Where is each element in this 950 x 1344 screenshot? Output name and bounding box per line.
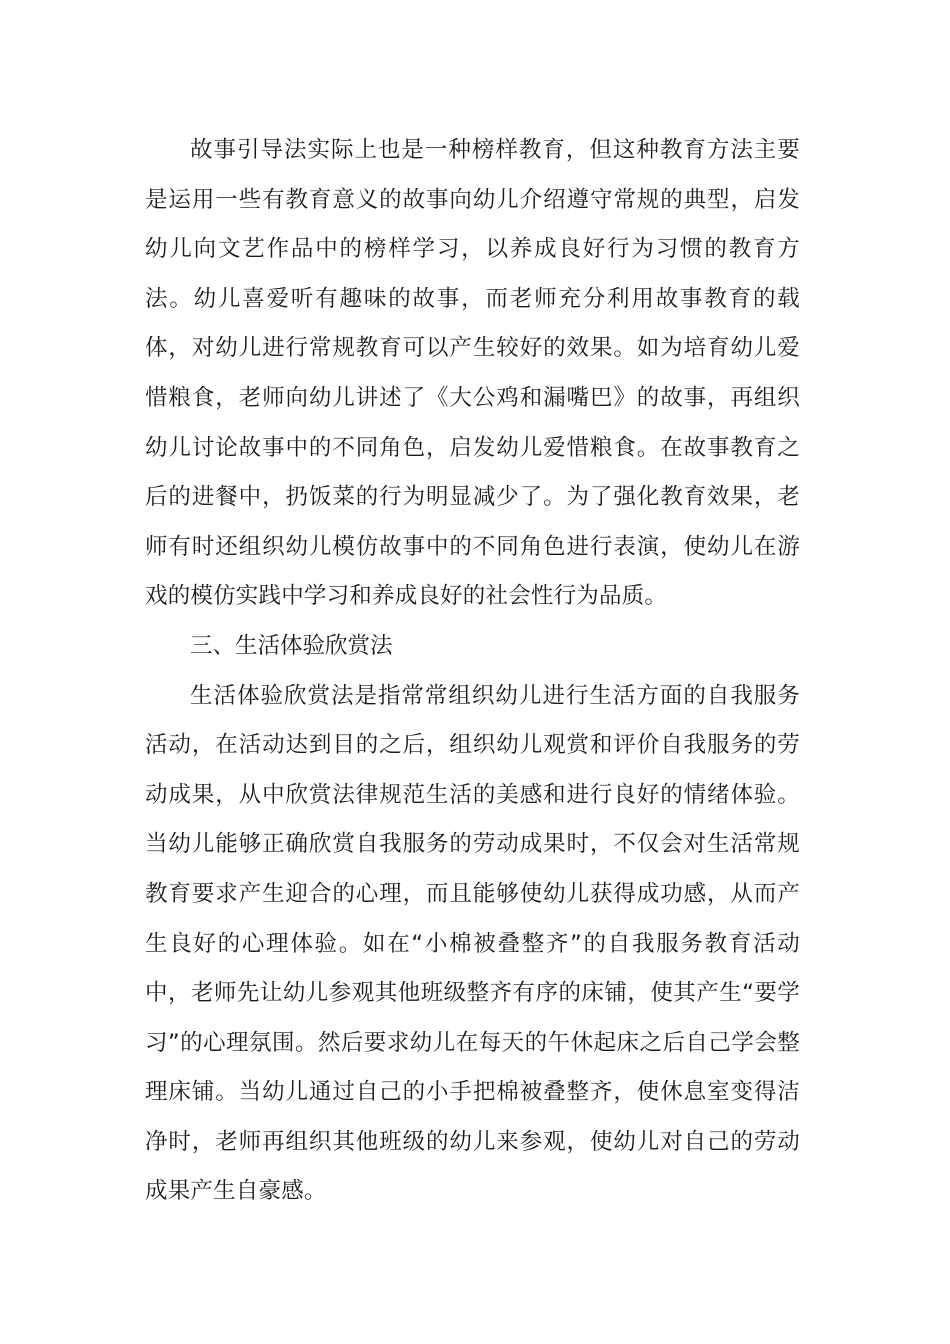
paragraph-story-guidance: 故事引导法实际上也是一种榜样教育，但这种教育方法主要是运用一些有教育意义的故事向幼儿介绍遵守常规的典型，启发幼儿向文艺作品中的榜样学习，以养成良好行为习惯的教育方法。幼儿喜爱听有趣味的故事，而老师充分利用故事教育的载体，对幼儿进行常规教育可以产生较好的效果。如为培育幼儿爱惜粮食，老师向幼儿讲述了《大公鸡和漏嘴巴》的故事，再组织幼儿讨论故事中的不同角色，启发幼儿爱惜粮食。在故事教育之后的进餐中，扔饭菜的行为明显减少了。为了强化教育效果，老师有时还组织幼儿模仿故事中的不同角色进行表演，使幼儿在游戏的模仿实践中学习和养成良好的社会性行为品质。: [145, 137, 800, 610]
section-heading: 三、生活体验欣赏法: [190, 632, 393, 659]
document-body: [145, 126, 800, 1217]
paragraph-life-experience: 生活体验欣赏法是指常常组织幼儿进行生活方面的自我服务活动，在活动达到目的之后，组织幼儿观赏和评价自我服务的劳动成果，从中欣赏法律规范生活的美感和进行良好的情绪体验。当幼儿能够正确欣赏自我服务的劳动成果时，不仅会对生活常规教育要求产生迎合的心理，而且能够使幼儿获得成功感，从而产生良好的心理体验。如在“小棉被叠整齐”的自我服务教育活动中，老师先让幼儿参观其他班级整齐有序的床铺，使其产生“要学习”的心理氛围。然后要求幼儿在每天的午休起床之后自己学会整理床铺。当幼儿通过自己的小手把棉被叠整齐，使休息室变得洁净时，老师再组织其他班级的幼儿来参观，使幼儿对自己的劳动成果产生自豪感。: [145, 682, 800, 1205]
